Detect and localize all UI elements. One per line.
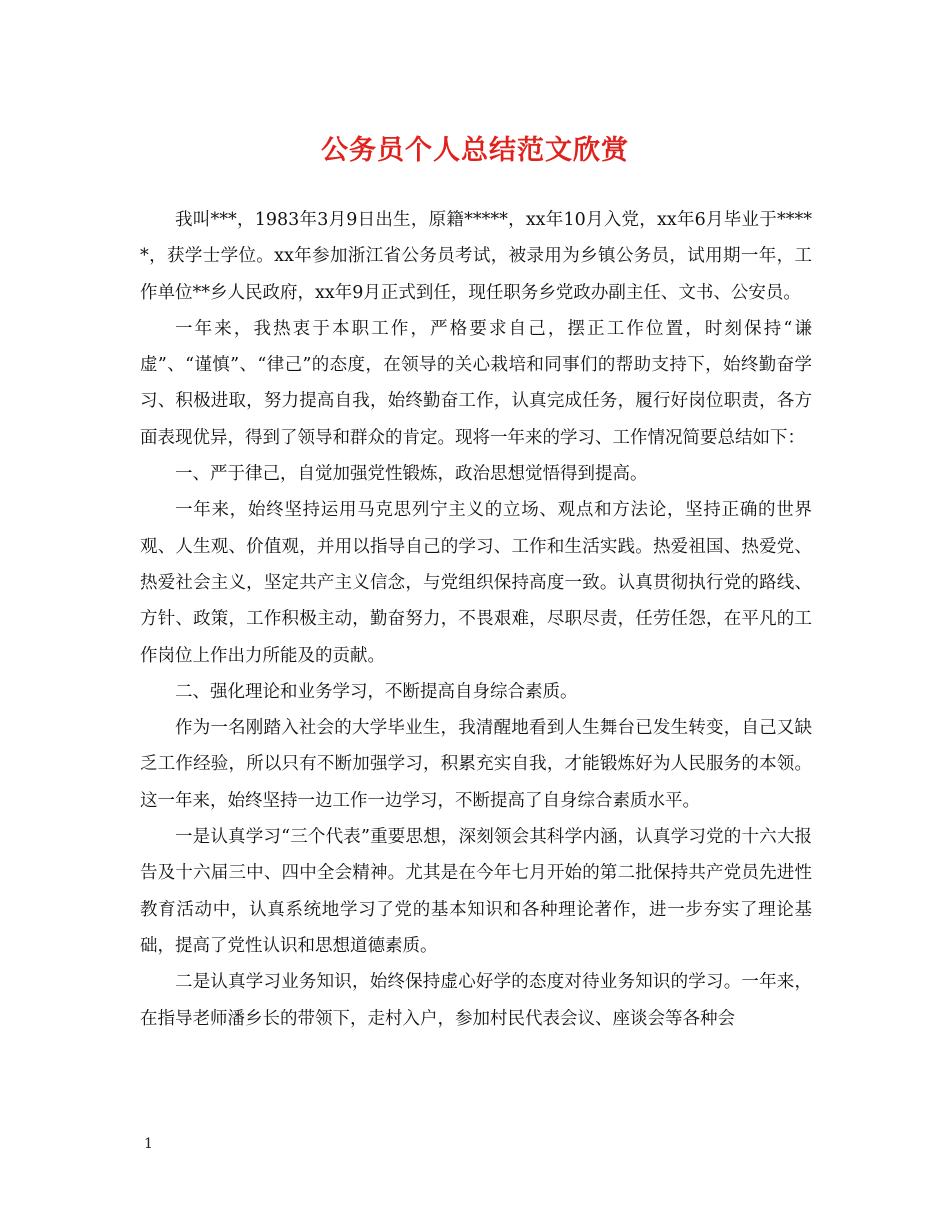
paragraph-theory-study: 一是认真学习“三个代表”重要思想，深刻领会其科学内涵，认真学习党的十六大报告及十六届三中、四中全会精神。尤其是在今年七月开始的第二批保持共产党员先进性教育活动中，认真系统地学习了党的基本知识和各种理论著作，进一步夯实了理论基础，提高了党性认识和思想道德素质。 bbox=[140, 827, 812, 956]
paragraph-overview: 一年来，我热衷于本职工作，严格要求自己，摆正工作位置，时刻保持“谦虚”、“谨慎”、“律己”的态度，在领导的关心栽培和同事们的帮助支持下，始终勤奋学习、积极进取，努力提高自我，始终勤奋工作，认真完成任务，履行好岗位职责，各方面表现优异，得到了领导和群众的肯定。现将一年来的学习、工作情况简要总结如下： bbox=[140, 318, 812, 448]
paragraph-section-1: 一年来，始终坚持运用马克思列宁主义的立场、观点和方法论，坚持正确的世界观、人生观、价值观，并用以指导自己的学习、工作和生活实践。热爱祖国、热爱党、热爱社会主义，坚定共产主义信念，与党组织保持高度一致。认真贯彻执行党的路线、方针、政策，工作积极主动，勤奋努力，不畏艰难，尽职尽责，任劳任怨，在平凡的工作岗位上作出力所能及的贡献。 bbox=[140, 500, 812, 666]
document-body bbox=[140, 202, 812, 1037]
paragraph-section-2: 作为一名刚踏入社会的大学毕业生，我清醒地看到人生舞台已发生转变，自己又缺乏工作经验，所以只有不断加强学习，积累充实自我，才能锻炼好为人民服务的本领。这一年来，始终坚持一边工作一边学习，不断提高了自身综合素质水平。 bbox=[140, 718, 812, 811]
section-heading-1: 一、严于律己，自觉加强党性锻炼，政治思想觉悟得到提高。 bbox=[175, 464, 648, 485]
paragraph-intro: 我叫***，1983年3月9日出生，原籍*****，xx年10月入党，xx年6月毕业于*****，获学士学位。xx年参加浙江省公务员考试，被录用为乡镇公务员，试用期一年，工作单位**乡人民政府，xx年9月正式到任，现任职务乡党政办副主任、文书、公安员。 bbox=[140, 210, 812, 303]
document-title: 公务员个人总结范文欣赏 bbox=[321, 135, 629, 166]
section-heading-2: 二、强化理论和业务学习，不断提高自身综合素质。 bbox=[175, 681, 578, 702]
page-number: 1 bbox=[144, 1136, 153, 1152]
paragraph-business-study: 二是认真学习业务知识，始终保持虚心好学的态度对待业务知识的学习。一年来，在指导老师潘乡长的带领下，走村入户，参加村民代表会议、座谈会等各种会 bbox=[140, 972, 812, 1029]
